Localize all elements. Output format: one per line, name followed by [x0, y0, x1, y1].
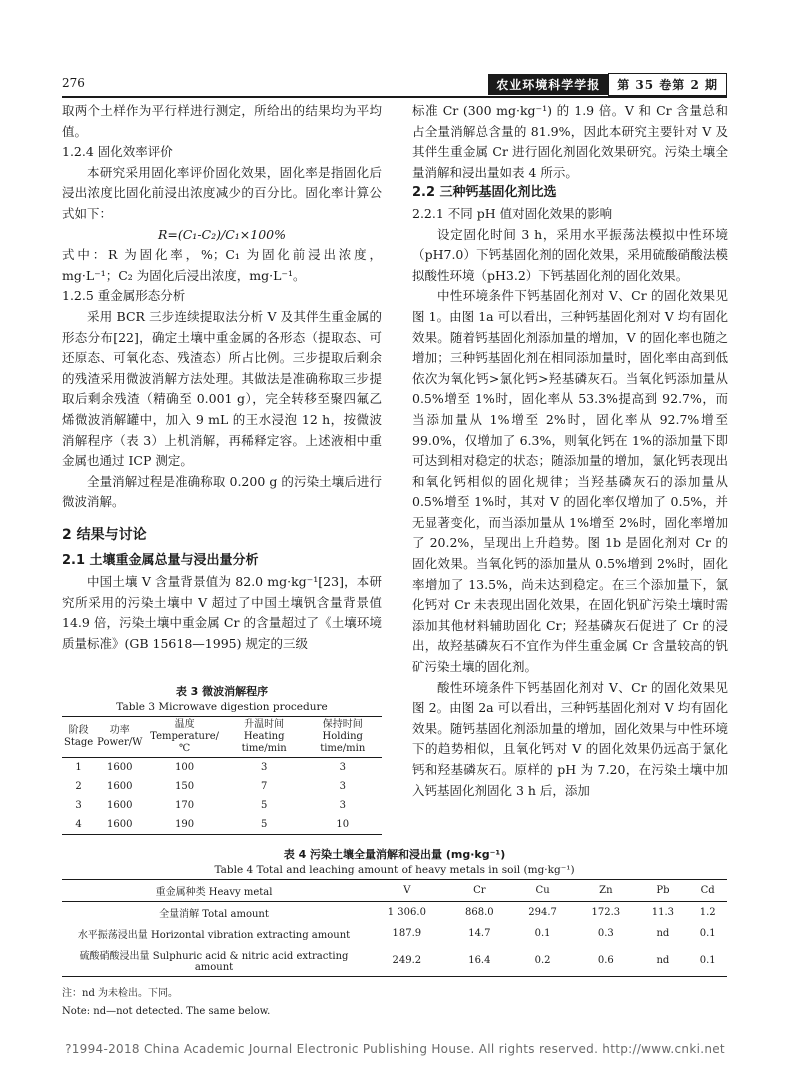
- row-label: 硫酸硝酸浸出量 Sulphuric acid & nitric acid extracting amount: [62, 944, 366, 977]
- paragraph: 中性环境条件下钙基固化剂对 V、Cr 的固化效果见图 1。由图 1a 可以看出，三种钙基固化剂对 V 均有固化效果。随着钙基固化剂添加量的增加，V 的固化率也随之增加；三种钙基固化剂在相同添加量时，固化率由高到低依次为氧化钙>氯化钙>羟基磷灰石。当氧化钙添加量从 0.5%增至 1%时，固化率从 53.3%提高到 92.7%，而当添加量从 1%增至 2%时，固化率从 92.7%增至 99.0%，仅增加了 6.3%，则氧化钙在 1%的添加量下即可达到相对稳定的状态；随添加量的增加，氯化钙表现出和氧化钙相似的固化规律；当羟基磷灰石的添加量从 0.5%增至 1%时，其对 V 的固化率仅增加了 0.5%，并无显著变化，而当添加量从 1%增至 2%时，固化率增加了 20.2%，呈现出上升趋势。图 1b 是固化剂对 Cr 的固化效果。当氧化钙的添加量从 0.5%增到 2%时，固化率增加了 13.5%，尚未达到稳定。在三个添加量下，氯化钙对 Cr 未表现出固化效果，在固化钒矿污染土壤时需添加其他材料辅助固化 Cr；羟基磷灰石促进了 Cr 的浸出，故羟基磷灰石不宜作为伴生重金属 Cr 含量较高的钒矿污染土壤的固化剂。: [412, 288, 728, 675]
- paragraph: 采用 BCR 三步连续提取法分析 V 及其伴生重金属的形态分布[22]，确定土壤中重金属的各形态（提取态、可还原态、可氧化态、残渣态）所占比例。三步提取后剩余的残渣采用微波消解方法处理。其做法是准确称取三步提取后剩余残渣（精确至 0.001 g），完全转移至聚四氟乙烯微波消解罐中，加入 9 mL 的王水浸泡 12 h，按微波消解程序（表 3）上机消解，再稀释定容。上述液相中重金属也通过 ICP 测定。: [62, 308, 382, 469]
- table-row: [62, 815, 382, 835]
- section-heading-1-2-5: 1.2.5 重金属形态分析: [62, 288, 186, 304]
- table-cell: 3: [75, 800, 82, 811]
- table-cell: 5: [260, 800, 268, 811]
- copyright-footer: ?1994-2018 China Academic Journal Electronic Publishing House. All rights reserved. http://www.cnki.net: [65, 1042, 725, 1056]
- column-header-heating-time: 升温时间 Heating time/min: [225, 717, 304, 758]
- table-cell: 3: [339, 800, 346, 811]
- paragraph: 本研究采用固化率评价固化效果，固化率是指固化后浸出浓度比固化前浸出浓度减少的百分比。固化率计算公式如下：: [62, 164, 382, 221]
- table-cell: 0.1: [699, 928, 716, 939]
- table-cell: 4: [62, 815, 95, 835]
- table-cell: 10: [304, 815, 383, 835]
- table-3: [62, 683, 382, 835]
- journal-banner: [488, 74, 727, 94]
- paragraph: 全量消解过程是准确称取 0.200 g 的污染土壤后进行微波消解。: [62, 473, 382, 510]
- column-header-v: V: [366, 880, 448, 902]
- table-cell: 1600: [107, 800, 133, 811]
- column-header-temperature: 温度 Temperature/℃: [144, 717, 224, 758]
- table-cell: 0.6: [574, 944, 637, 977]
- table-row: [62, 902, 727, 924]
- journal-name: 农业环境科学学报: [488, 74, 608, 95]
- column-header-power: 功率 Power/W: [95, 717, 144, 758]
- table-cell: 0.3: [597, 928, 614, 939]
- column-header-cd: Cd: [688, 880, 727, 902]
- table-cell: 0.1: [688, 944, 727, 977]
- section-heading-2-1: 2.1 土壤重金属总量与浸出量分析: [62, 553, 259, 569]
- row-label: 水平振荡浸出量 Horizontal vibration extracting amount: [77, 930, 351, 941]
- table-cell: 170: [175, 800, 195, 811]
- table-cell: 1: [75, 762, 82, 773]
- page-number: 276: [62, 76, 85, 90]
- table-cell: 1.2: [699, 907, 716, 918]
- paragraph: 取两个土样作为平行样进行测定，所给出的结果均为平均值。: [62, 103, 382, 139]
- table-cell: 7: [260, 781, 268, 792]
- table-note-en: Note: nd—not detected. The same below.: [62, 1006, 271, 1017]
- running-header: [62, 74, 727, 96]
- table-note-zh: 注：nd 为未检出。下同。: [62, 988, 179, 999]
- table-row: [62, 923, 727, 944]
- table-cell: 0.2: [511, 944, 574, 977]
- table-3-caption-zh: 表 3 微波消解程序: [175, 685, 269, 698]
- paragraph: 酸性环境条件下钙基固化剂对 V、Cr 的固化效果见图 2。由图 2a 可以看出，三种钙基固化剂对 V 均有固化效果。随钙基固化剂添加量的增加，固化效果与中性环境下的趋势相似，且氧化钙对 V 的固化效果仍远高于氯化钙和羟基磷灰石。原样的 pH 为 7.20，在污染土壤中加入钙基固化剂固化 3 h 后，添加: [412, 679, 728, 798]
- table-cell: 868.0: [465, 907, 494, 918]
- journal-volume: 第 35 卷第 2 期: [608, 73, 727, 96]
- table-4-caption-en: Table 4 Total and leaching amount of heavy metals in soil (mg·kg⁻¹): [214, 864, 575, 876]
- column-header-holding-time: 保持时间 Holding time/min: [304, 717, 383, 758]
- table-cell: 100: [175, 762, 195, 773]
- table-cell: 14.7: [468, 928, 491, 939]
- section-heading-1-2-4: 1.2.4 固化效率评价: [62, 144, 173, 160]
- table-note: [62, 985, 727, 1021]
- table-row: [62, 944, 727, 977]
- table-cell: 1600: [95, 815, 144, 835]
- paragraph: 中国土壤 V 含量背景值为 82.0 mg·kg⁻¹[23]，本研究所采用的污染土壤中 V 超过了中国土壤钒含量背景值 14.9 倍，污染土壤中重金属 Cr 的含量超过了《土壤环境质量标准》(GB 15618—1995) 规定的三级: [62, 574, 382, 651]
- table-3-grid: [62, 716, 382, 835]
- table-cell: 190: [144, 815, 224, 835]
- table-cell: 1600: [107, 781, 133, 792]
- table-cell: 1600: [107, 762, 133, 773]
- table-cell: 150: [175, 781, 195, 792]
- table-cell: nd: [637, 944, 688, 977]
- table-4-grid: [62, 879, 727, 977]
- table-row: [62, 777, 382, 796]
- table-cell: 0.1: [534, 928, 551, 939]
- column-header-zn: Zn: [574, 880, 637, 902]
- table-cell: nd: [656, 928, 670, 939]
- paragraph: 设定固化时间 3 h，采用水平振荡法模拟中性环境（pH7.0）下钙基固化剂的固化效果，采用硫酸硝酸法模拟酸性环境（pH3.2）下钙基固化剂的固化效果。: [412, 226, 728, 283]
- table-cell: 187.9: [392, 928, 422, 939]
- table-header-row: [62, 717, 382, 758]
- table-header-row: [62, 880, 727, 902]
- table-cell: 2: [75, 781, 82, 792]
- table-cell: 249.2: [366, 944, 448, 977]
- section-heading-2: 2 结果与讨论: [62, 526, 147, 543]
- table-cell: 1 306.0: [387, 907, 426, 918]
- table-cell: 5: [225, 815, 304, 835]
- table-4-caption-zh: 表 4 污染土壤全量消解和浸出量 (mg·kg⁻¹): [283, 848, 506, 861]
- section-heading-2-2: 2.2 三种钙基固化剂比选: [412, 185, 557, 201]
- left-column: [62, 101, 382, 654]
- table-3-caption-en: Table 3 Microwave digestion procedure: [116, 701, 328, 713]
- table-cell: 3: [339, 762, 346, 773]
- column-header-cu: Cu: [511, 880, 574, 902]
- table-cell: 294.7: [528, 907, 557, 918]
- section-heading-2-2-1: 2.2.1 不同 pH 值对固化效果的影响: [412, 205, 613, 221]
- formula: R=(C₁-C₂)/C₁×100%: [157, 226, 286, 242]
- table-cell: 3: [339, 781, 346, 792]
- row-label: 全量消解 Total amount: [159, 909, 269, 920]
- table-row: [62, 758, 382, 778]
- column-header-heavy-metal: 重金属种类 Heavy metal: [62, 880, 366, 902]
- header-rule: [62, 96, 727, 98]
- table-row: [62, 796, 382, 815]
- table-cell: 3: [260, 762, 268, 773]
- column-header-stage: 阶段 Stage: [62, 717, 95, 758]
- formula-legend: 式中：R 为固化率，%；C₁ 为固化前浸出浓度，mg·L⁻¹；C₂ 为固化后浸出浓度，mg·L⁻¹。: [62, 247, 382, 283]
- column-header-pb: Pb: [637, 880, 688, 902]
- table-4: [62, 846, 727, 1021]
- column-header-cr: Cr: [448, 880, 511, 902]
- table-cell: 172.3: [591, 907, 621, 918]
- table-cell: 11.3: [651, 907, 675, 918]
- paragraph: 标准 Cr (300 mg·kg⁻¹) 的 1.9 倍。V 和 Cr 含量总和占全量消解总含量的 81.9%，因此本研究主要针对 V 及其伴生重金属 Cr 进行固化剂固化效果研究。污染土壤全量消解和浸出量如表 4 所示。: [412, 103, 728, 180]
- right-column: [412, 101, 728, 801]
- table-cell: 16.4: [448, 944, 511, 977]
